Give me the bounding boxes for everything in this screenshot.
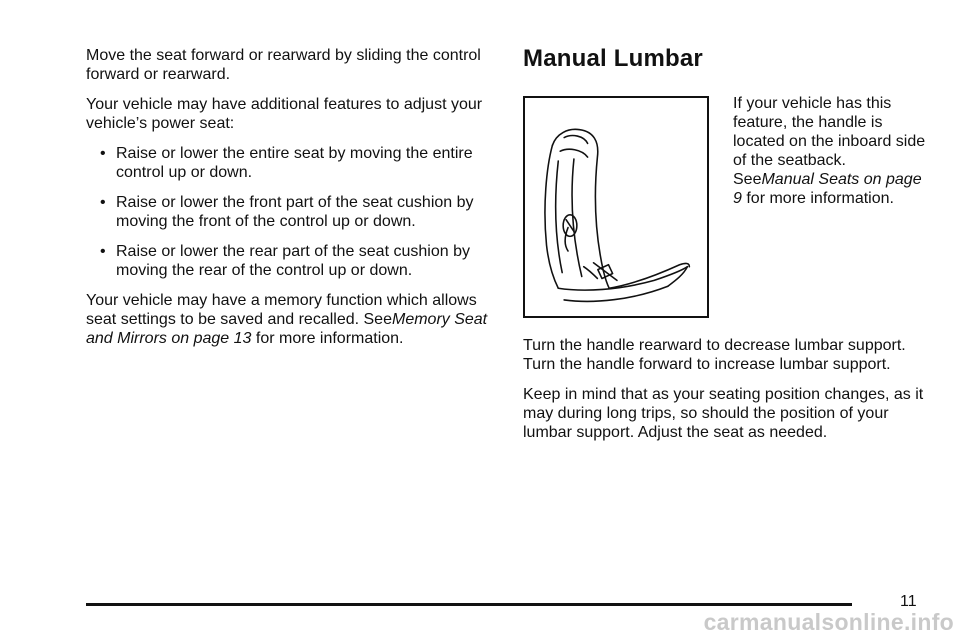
bullet-icon: • [100,145,106,162]
watermark: carmanualsonline.info [703,609,954,635]
left-column [86,46,498,359]
list-item [86,242,498,280]
paragraph-turn-handle: Turn the handle rearward to decrease lumbar support. Turn the handle forward to increase lumbar support. [523,337,906,373]
bullet-icon: • [100,243,106,260]
memory-text: Your vehicle may have a memory function which allows seat settings to be saved and recalled. See [86,292,477,328]
paragraph-seat-slide: Move the seat forward or rearward by sliding the control forward or rearward. [86,47,481,83]
list-item-text: Raise or lower the front part of the seat cushion by moving the front of the control up or down. [116,194,474,230]
seat-lumbar-icon [525,98,707,316]
manual-seats-link[interactable]: Manual Seats on page 9 [733,171,922,207]
paragraph-memory-function [86,291,498,348]
memory-tail: for more information. [255,330,404,347]
footer-rule [86,603,852,606]
list-item [86,144,498,182]
figure-row [523,96,935,336]
section-heading: Manual Lumbar [523,45,703,72]
list-item-text: Raise or lower the entire seat by moving the entire control up or down. [116,145,473,181]
list-item [86,193,498,231]
bullet-icon: • [100,194,106,211]
memory-seat-link[interactable]: Memory Seat and Mirrors on page 13 [86,311,488,347]
lumbar-location-text [733,94,928,208]
features-list [86,144,498,280]
side-text-1: If your vehicle has this feature, the handle is located on the inboard side of the seatback. See [733,95,926,188]
right-column [523,44,935,453]
page-number: 11 [900,593,917,610]
list-item-text: Raise or lower the rear part of the seat cushion by moving the rear of the control up or down. [116,243,470,279]
seat-illustration [523,96,709,318]
paragraph-seating-position: Keep in mind that as your seating position changes, as it may during long trips, so should the position of your lumbar support. Adjust the seat as needed. [523,386,924,441]
paragraph-additional-features: Your vehicle may have additional features to adjust your vehicle’s power seat: [86,96,483,132]
side-text-2: for more information. [746,190,894,207]
